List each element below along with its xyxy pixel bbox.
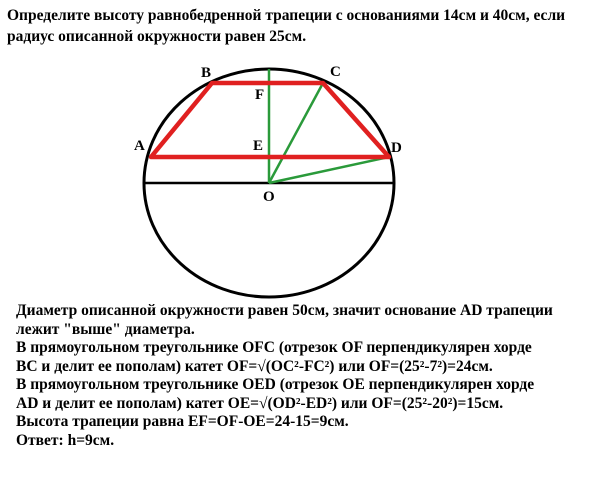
solution-line: Ответ: h=9см. — [16, 431, 115, 449]
solution-line: В прямоугольном треугольнике OFC (отрезок OF перпендикулярен хорде — [16, 339, 532, 356]
problem-statement: Определите высоту равнобедренной трапеции с основаниями 14см и 40см, если радиус описанной окружности равен 25см. — [7, 7, 566, 45]
segment-oc — [269, 83, 323, 183]
solution-line: BC и делит ее пополам) катет OF=√(OC²-FC²) или OF=(25²-7²)=24см. — [16, 357, 493, 375]
solution-text — [16, 302, 596, 450]
label-e: E — [253, 138, 264, 154]
geometry-figure — [0, 55, 600, 300]
solution-line: Высота трапеции равна EF=OF-OE=24-15=9см. — [16, 413, 349, 430]
label-o: O — [263, 189, 275, 205]
solution-line: В прямоугольном треугольнике OED (отрезок OE перпендикулярен хорде — [16, 376, 535, 393]
segment-od — [269, 157, 389, 183]
label-f: F — [255, 87, 265, 103]
solution-line: Диаметр описанной окружности равен 50см, значит основание AD трапеции — [16, 302, 553, 319]
label-d: D — [391, 140, 402, 156]
label-a: A — [134, 138, 145, 154]
label-c: C — [330, 64, 341, 80]
solution-line: лежит "выше" диаметра. — [16, 320, 195, 338]
solution-line: AD и делит ее пополам) катет OE=√(OD²-ED²) или OF=(25²-20²)=15см. — [16, 394, 504, 412]
label-b: B — [201, 65, 212, 81]
